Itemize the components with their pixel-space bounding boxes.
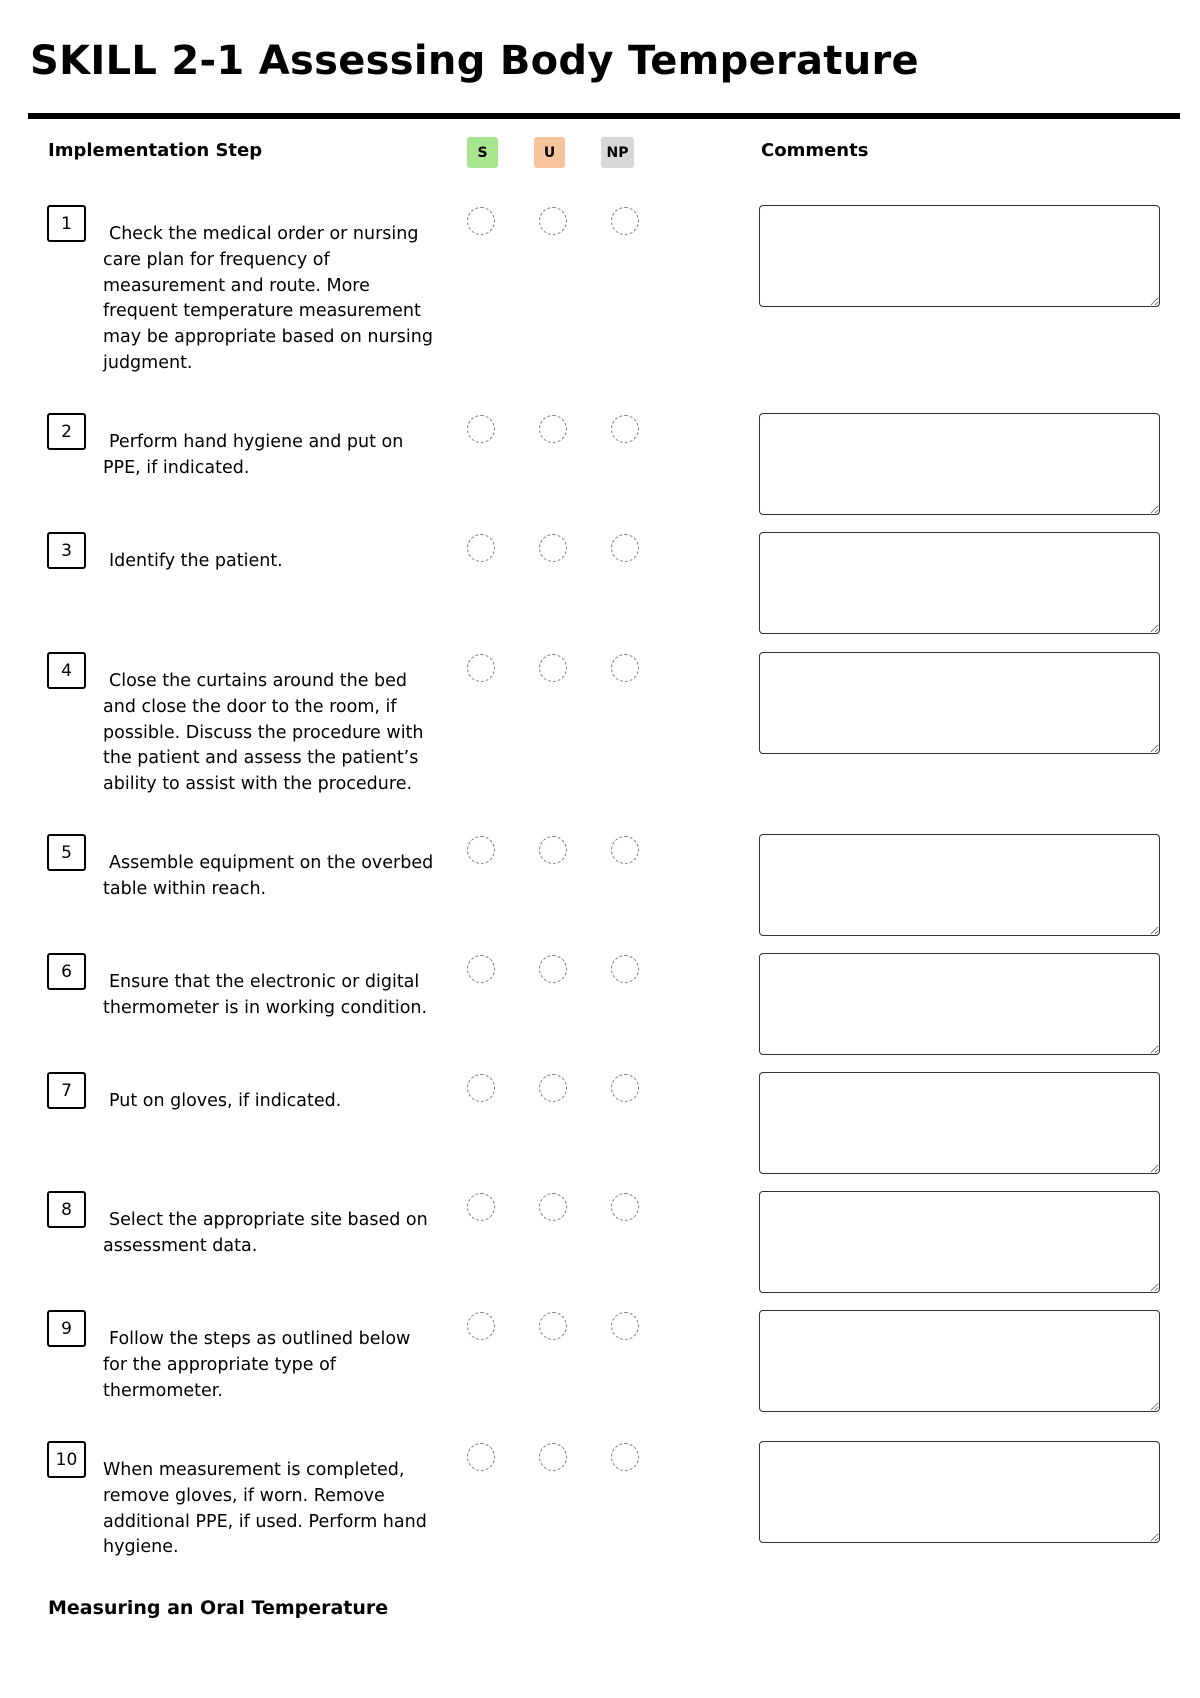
comment-field[interactable] — [759, 1310, 1160, 1412]
comment-field[interactable] — [759, 1191, 1160, 1293]
step-text: Identify the patient. — [109, 551, 283, 571]
comment-field[interactable] — [759, 834, 1160, 936]
comment-field[interactable] — [759, 1441, 1160, 1543]
satisfactory-radio[interactable] — [467, 207, 495, 235]
not-performed-radio[interactable] — [611, 1443, 639, 1471]
step-text: Close the curtains around the bed and close the door to the room, if possible. Discuss the procedure with the patient and assess the patient’s ability to assist with the procedure. — [103, 671, 424, 795]
satisfactory-radio[interactable] — [467, 1443, 495, 1471]
satisfactory-radio[interactable] — [467, 534, 495, 562]
satisfactory-radio[interactable] — [467, 415, 495, 443]
satisfactory-radio[interactable] — [467, 955, 495, 983]
satisfactory-radio[interactable] — [467, 1074, 495, 1102]
step-text: Perform hand hygiene and put on PPE, if indicated. — [103, 432, 404, 478]
unsatisfactory-radio[interactable] — [539, 415, 567, 443]
comment-field[interactable] — [759, 652, 1160, 754]
comment-field[interactable] — [759, 413, 1160, 515]
title-divider — [28, 113, 1180, 119]
not-performed-radio[interactable] — [611, 415, 639, 443]
not-performed-radio[interactable] — [611, 836, 639, 864]
satisfactory-radio[interactable] — [467, 654, 495, 682]
step-number: 1 — [47, 205, 86, 242]
not-performed-radio[interactable] — [611, 1312, 639, 1340]
unsatisfactory-radio[interactable] — [539, 1312, 567, 1340]
comment-field[interactable] — [759, 1072, 1160, 1174]
step-number: 10 — [47, 1441, 86, 1478]
unsatisfactory-radio[interactable] — [539, 207, 567, 235]
section-heading: Measuring an Oral Temperature — [48, 1597, 389, 1619]
not-performed-radio[interactable] — [611, 654, 639, 682]
step-number: 4 — [47, 652, 86, 689]
step-number: 3 — [47, 532, 86, 569]
not-performed-badge: NP — [601, 137, 634, 168]
step-text: Assemble equipment on the overbed table within reach. — [103, 853, 434, 899]
step-number: 8 — [47, 1191, 86, 1228]
unsatisfactory-radio[interactable] — [539, 534, 567, 562]
step-text: Put on gloves, if indicated. — [109, 1091, 342, 1111]
step-text: Follow the steps as outlined below for the appropriate type of thermometer. — [103, 1329, 411, 1401]
unsatisfactory-radio[interactable] — [539, 1193, 567, 1221]
comment-field[interactable] — [759, 205, 1160, 307]
step-text: Check the medical order or nursing care plan for frequency of measurement and route. More frequent temperature measurement may be appropriate based on nursing judgment. — [103, 224, 433, 373]
step-text: Select the appropriate site based on assessment data. — [103, 1210, 428, 1256]
step-number: 2 — [47, 413, 86, 450]
comments-header: Comments — [761, 140, 869, 161]
satisfactory-radio[interactable] — [467, 1312, 495, 1340]
not-performed-radio[interactable] — [611, 207, 639, 235]
unsatisfactory-radio[interactable] — [539, 1074, 567, 1102]
not-performed-radio[interactable] — [611, 955, 639, 983]
not-performed-radio[interactable] — [611, 1193, 639, 1221]
satisfactory-radio[interactable] — [467, 1193, 495, 1221]
satisfactory-badge: S — [467, 137, 498, 168]
not-performed-radio[interactable] — [611, 1074, 639, 1102]
satisfactory-radio[interactable] — [467, 836, 495, 864]
comment-field[interactable] — [759, 532, 1160, 634]
unsatisfactory-radio[interactable] — [539, 955, 567, 983]
page-title: SKILL 2-1 Assessing Body Temperature — [30, 38, 919, 84]
unsatisfactory-radio[interactable] — [539, 836, 567, 864]
implementation-step-header: Implementation Step — [48, 140, 263, 161]
unsatisfactory-badge: U — [534, 137, 565, 168]
comment-field[interactable] — [759, 953, 1160, 1055]
step-number: 6 — [47, 953, 86, 990]
step-number: 9 — [47, 1310, 86, 1347]
unsatisfactory-radio[interactable] — [539, 1443, 567, 1471]
step-number: 5 — [47, 834, 86, 871]
step-text: When measurement is completed, remove gloves, if worn. Remove additional PPE, if used. Perform hand hygiene. — [103, 1460, 427, 1558]
step-number: 7 — [47, 1072, 86, 1109]
step-text: Ensure that the electronic or digital thermometer is in working condition. — [103, 972, 428, 1018]
not-performed-radio[interactable] — [611, 534, 639, 562]
unsatisfactory-radio[interactable] — [539, 654, 567, 682]
